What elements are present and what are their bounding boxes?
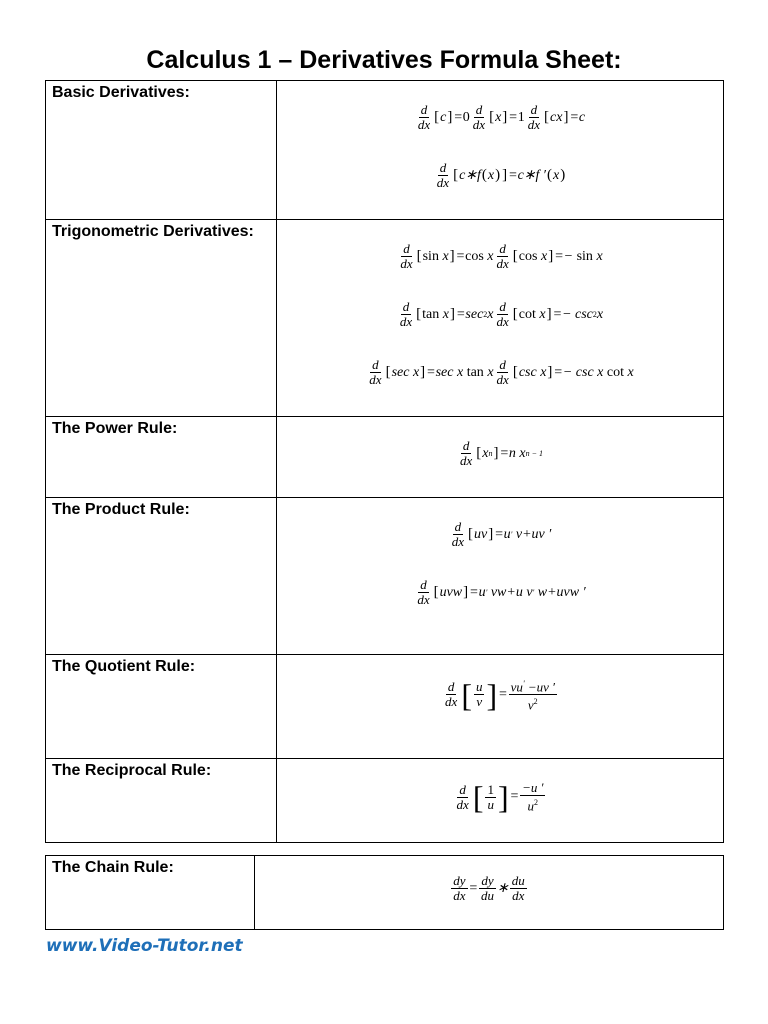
power-rule-formulas xyxy=(277,417,724,498)
quotient-rule-row xyxy=(46,655,724,759)
formula-table xyxy=(45,80,724,843)
reciprocal-rule-formulas xyxy=(277,759,724,843)
trig-formula-2: $\frac{d}{dx}$ [ tan x ] =sec 2 x $\frac{d}{dx}$ [ cot x ] =− csc 2 x xyxy=(399,299,604,329)
product-formula-1: $\frac{d}{dx}$ [ uv ] =u ' v+uv ′ xyxy=(451,519,552,549)
chain-formula: $\frac{dy}{dx}$ = $\frac{dy}{du}$ ∗ $\frac{du}{dx}$ xyxy=(453,873,525,903)
reciprocal-formula: $\frac{d}{dx}$ [ $\frac{1}{u}$ ] = $\frac{-u '}{u^2}$ xyxy=(456,779,544,816)
basic-derivatives-row xyxy=(46,81,724,220)
chain-rule-table xyxy=(45,855,724,930)
video-tutor-link[interactable]: www.Video-Tutor.net xyxy=(46,936,243,956)
product-rule-label: The Product Rule: xyxy=(46,498,277,655)
product-formula-2: $\frac{d}{dx}$ [ uvw ] =u ' vw+u v ' w+uvw ′ xyxy=(417,577,586,607)
basic-derivatives-formulas xyxy=(277,81,724,220)
product-rule-row xyxy=(46,498,724,655)
quotient-formula: $\frac{d}{dx}$ [ $\frac{u}{v}$ ] = $\frac{vu' -uv '}{v^2}$ xyxy=(445,676,555,713)
chain-rule-label: The Chain Rule: xyxy=(46,856,255,930)
power-rule-label: The Power Rule: xyxy=(46,417,277,498)
quotient-rule-formulas xyxy=(277,655,724,759)
trig-formula-1: $\frac{d}{dx}$ [ sin x ] = cos x $\frac{d}{dx}$ [ cos x ] =− sin x xyxy=(400,241,603,271)
quotient-rule-label: The Quotient Rule: xyxy=(46,655,277,759)
page-title: Calculus 1 – Derivatives Formula Sheet: xyxy=(146,46,622,74)
reciprocal-rule-label: The Reciprocal Rule: xyxy=(46,759,277,843)
trig-formula-3: $\frac{d}{dx}$ [ sec x ] =sec x tan x $\frac{d}{dx}$ [ csc x ] =− csc x cot x xyxy=(369,357,634,387)
basic-formula-2: $\frac{d}{dx}$ [ c∗f ( x ) ] =c∗f ′ ( x ) xyxy=(436,160,566,190)
power-rule-row xyxy=(46,417,724,498)
trig-derivatives-row xyxy=(46,220,724,417)
reciprocal-rule-row xyxy=(46,759,724,843)
product-rule-formulas xyxy=(277,498,724,655)
basic-derivatives-label: Basic Derivatives: xyxy=(46,81,277,220)
chain-rule-formulas xyxy=(255,856,724,930)
basic-formula-1: $\frac{d}{dx}$ [ c ] = 0 $\frac{d}{dx}$ [ x ] = 1 $\frac{d}{dx}$ [ cx ] =c xyxy=(417,102,586,132)
trig-derivatives-formulas xyxy=(277,220,724,417)
power-formula: $\frac{d}{dx}$ [ x n ] =n x n − 1 xyxy=(459,438,544,468)
chain-rule-row xyxy=(46,856,724,930)
trig-derivatives-label: Trigonometric Derivatives: xyxy=(46,220,277,417)
